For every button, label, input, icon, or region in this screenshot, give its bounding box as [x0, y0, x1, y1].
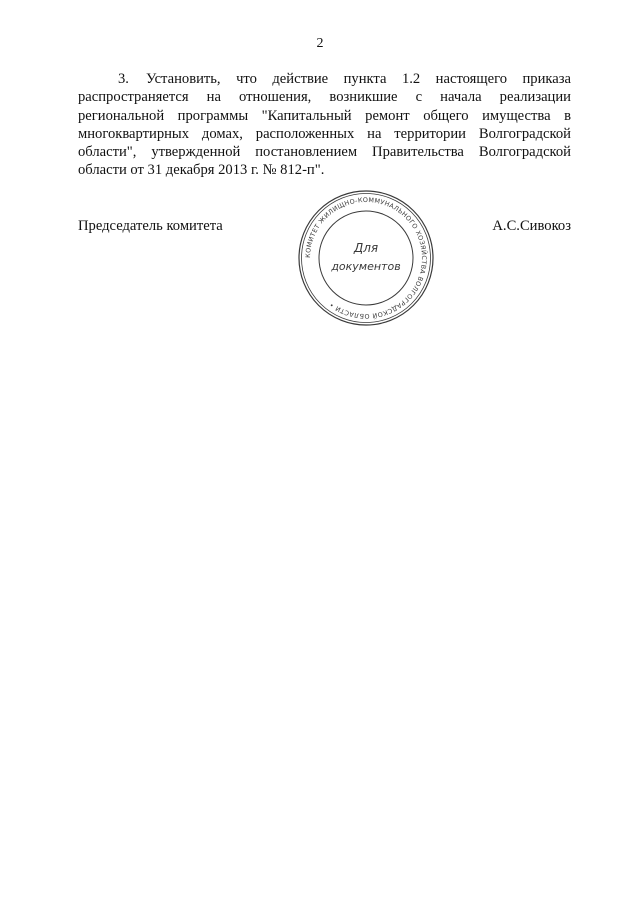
signer-name: А.С.Сивокоз [492, 218, 571, 234]
svg-text:КОМИТЕТ ЖИЛИЩНО-КОММУНАЛЬНОГО [304, 196, 429, 321]
stamp-ring-text: КОМИТЕТ ЖИЛИЩНО-КОММУНАЛЬНОГО ХОЗЯЙСТВА ВОЛГОГРАДСКОЙ ОБЛАСТИ • [303, 195, 429, 321]
stamp-graphic [296, 188, 436, 328]
signer-title: Председатель комитета [78, 218, 223, 234]
body-paragraph [78, 70, 571, 180]
page-number: 2 [316, 36, 324, 51]
item-number: 3. [118, 71, 129, 87]
official-stamp [296, 188, 436, 328]
paragraph-text: Установить, что действие пункта 1.2 настоящего приказа распространяется на отношения, возникшие с начала реализации региональной программы "Капитальный ремонт общего имущества в многоквартирных домах, расположенных на территории Волгоградской области", утвержденной постановлением Правительства Волгоградской области от 31 декабря 2013 г. № 812-п". [78, 71, 571, 179]
stamp-center-line2: документов [331, 260, 401, 273]
stamp-center-line1: Для [353, 241, 379, 255]
